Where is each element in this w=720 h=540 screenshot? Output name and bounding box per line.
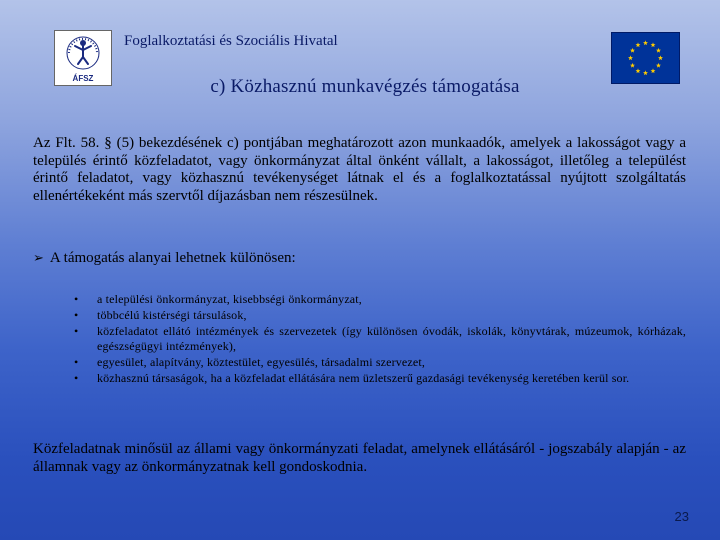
list-item: • többcélú kistérségi társulások, xyxy=(74,307,247,322)
eu-star-icon xyxy=(630,63,635,68)
beneficiary-list xyxy=(74,292,686,387)
eu-star-icon xyxy=(643,40,648,45)
list-item: • közhasznú társaságok, ha a közfeladat ellátására nem üzletszerű gazdasági tevékenység keretében kerül sor. xyxy=(74,370,630,385)
bullet-dot-icon: • xyxy=(74,307,79,322)
list-item: • egyesület, alapítvány, köztestület, egyesülés, társadalmi szervezet, xyxy=(74,355,425,370)
eu-star-icon xyxy=(658,55,663,60)
eu-star-icon xyxy=(651,42,656,47)
afsz-logo-icon xyxy=(54,30,112,86)
eu-star-icon xyxy=(656,63,661,68)
bullet-dot-icon: • xyxy=(74,323,79,338)
bullet-dot-icon: • xyxy=(74,355,79,370)
page-number: 23 xyxy=(674,509,689,524)
eu-star-icon xyxy=(628,55,633,60)
arrow-bullet-icon: ➢ xyxy=(33,251,44,266)
eu-flag-icon xyxy=(611,32,680,84)
slide-title: c) Közhasznú munkavégzés támogatása xyxy=(210,76,520,97)
svg-text:ÁFSZ: ÁFSZ xyxy=(72,74,94,83)
bullet-dot-icon: • xyxy=(74,370,79,385)
list-item: • a települési önkormányzat, kisebbségi önkormányzat, xyxy=(74,292,362,306)
eu-star-icon xyxy=(636,68,641,73)
section-heading xyxy=(33,250,296,267)
eu-star-icon xyxy=(630,48,635,53)
list-item: • közfeladatot ellátó intézmények és szervezetek (így különösen óvodák, iskolák, könyvtárak, múzeumok, kórházak, egészségügyi intézmények), xyxy=(74,323,686,354)
bullet-dot-icon: • xyxy=(74,292,79,306)
organization-name: Foglalkoztatási és Szociális Hivatal xyxy=(124,33,338,49)
eu-star-icon xyxy=(636,42,641,47)
intro-paragraph: Az Flt. 58. § (5) bekezdésének c) pontjában meghatározott azon munkaadók, amelyek a lakosságot vagy a település érintő közfeladatot, vagy önkormányzat által önként vállalt, a lakosságot, illetőleg a települést érintő feladatot, vagy közhasznú tevékenységet látnak el és a foglalkoztatással nyújtott szolgáltatás ellenértékeként más szervtől díjazásban nem részesülnek. xyxy=(33,135,686,204)
section-heading-text: A támogatás alanyai lehetnek különösen: xyxy=(49,250,296,266)
eu-star-icon xyxy=(651,68,656,73)
eu-star-icon xyxy=(656,48,661,53)
eu-star-icon xyxy=(643,70,648,75)
closing-paragraph: Közfeladatnak minősül az állami vagy önkormányzati feladat, amelynek ellátásáról - jogszabály alapján - az államnak vagy az önkormányzatnak kell gondoskodnia. xyxy=(33,441,686,475)
